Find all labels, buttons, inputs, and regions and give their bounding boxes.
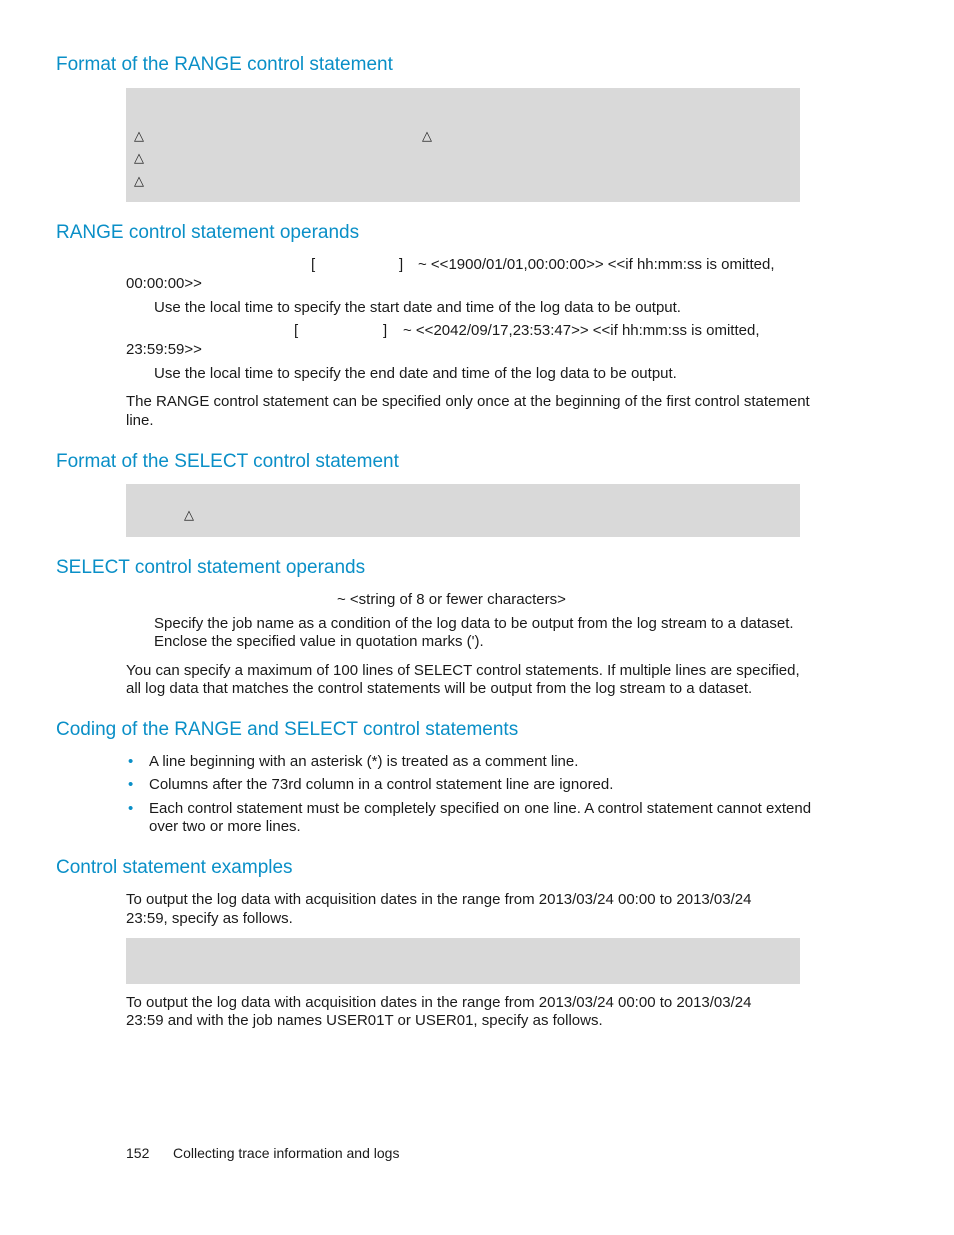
select-code-box xyxy=(126,484,800,537)
triangle-space-icon: △ xyxy=(134,128,144,143)
end-default-text: ~ <<2042/09/17,23:53:47>> <<if hh:mm:ss is omitted, xyxy=(403,322,760,339)
triangle-space-icon: △ xyxy=(422,128,432,143)
coding-item-1: A line beginning with an asterisk (*) is treated as a comment line. xyxy=(149,753,579,770)
example1-code-box xyxy=(126,938,800,984)
end-description: Use the local time to specify the end date and time of the log data to be output. xyxy=(154,365,677,382)
range-note-line1: The RANGE control statement can be specified only once at the beginning of the first control statement xyxy=(126,393,810,410)
end-bracket-close: ] xyxy=(383,322,388,339)
start-default-cont: 00:00:00>> xyxy=(126,275,202,292)
triangle-space-icon: △ xyxy=(184,507,194,522)
start-description: Use the local time to specify the start date and time of the log data to be output. xyxy=(154,299,681,316)
select-desc-line1: Specify the job name as a condition of the log data to be output from the log stream to a dataset. xyxy=(154,615,794,632)
footer-chapter-title: Collecting trace information and logs xyxy=(173,1145,400,1161)
example1-line2: 23:59, specify as follows. xyxy=(126,910,293,927)
range-operands-heading: RANGE control statement operands xyxy=(56,222,360,243)
start-default-text: ~ <<1900/01/01,00:00:00>> <<if hh:mm:ss is omitted, xyxy=(418,256,775,273)
example2-line2: 23:59 and with the job names USER01T or USER01, specify as follows. xyxy=(126,1012,603,1029)
coding-item-3-line2: over two or more lines. xyxy=(149,818,301,835)
range-code-box xyxy=(126,88,800,202)
triangle-space-icon: △ xyxy=(134,150,144,165)
coding-heading: Coding of the RANGE and SELECT control statements xyxy=(56,719,519,740)
page-number: 152 xyxy=(126,1145,150,1161)
bullet-icon: • xyxy=(128,800,134,817)
examples-heading: Control statement examples xyxy=(56,857,293,878)
coding-item-3-line1: Each control statement must be completely specified on one line. A control statement cannot extend xyxy=(149,800,812,817)
start-bracket-open: [ xyxy=(311,256,316,273)
bullet-icon: • xyxy=(128,753,134,770)
select-note-line1: You can specify a maximum of 100 lines of SELECT control statements. If multiple lines are specified, xyxy=(126,662,800,679)
range-note-line2: line. xyxy=(126,412,154,429)
select-operands-heading: SELECT control statement operands xyxy=(56,557,366,578)
end-bracket-open: [ xyxy=(294,322,299,339)
start-bracket-close: ] xyxy=(399,256,404,273)
triangle-space-icon: △ xyxy=(134,173,144,188)
select-note-line2: all log data that matches the control statements will be output from the log stream to a dataset. xyxy=(126,680,753,697)
coding-item-2: Columns after the 73rd column in a control statement line are ignored. xyxy=(149,776,614,793)
select-desc-line2: Enclose the specified value in quotation marks ('). xyxy=(154,633,484,650)
example1-line1: To output the log data with acquisition dates in the range from 2013/03/24 00:00 to 2013/03/24 xyxy=(126,891,752,908)
bullet-icon: • xyxy=(128,776,134,793)
range-format-heading: Format of the RANGE control statement xyxy=(56,54,393,75)
select-format-heading: Format of the SELECT control statement xyxy=(56,451,399,472)
jobname-default-text: ~ <string of 8 or fewer characters> xyxy=(337,591,566,608)
end-default-cont: 23:59:59>> xyxy=(126,341,202,358)
example2-line1: To output the log data with acquisition dates in the range from 2013/03/24 00:00 to 2013/03/24 xyxy=(126,994,752,1011)
